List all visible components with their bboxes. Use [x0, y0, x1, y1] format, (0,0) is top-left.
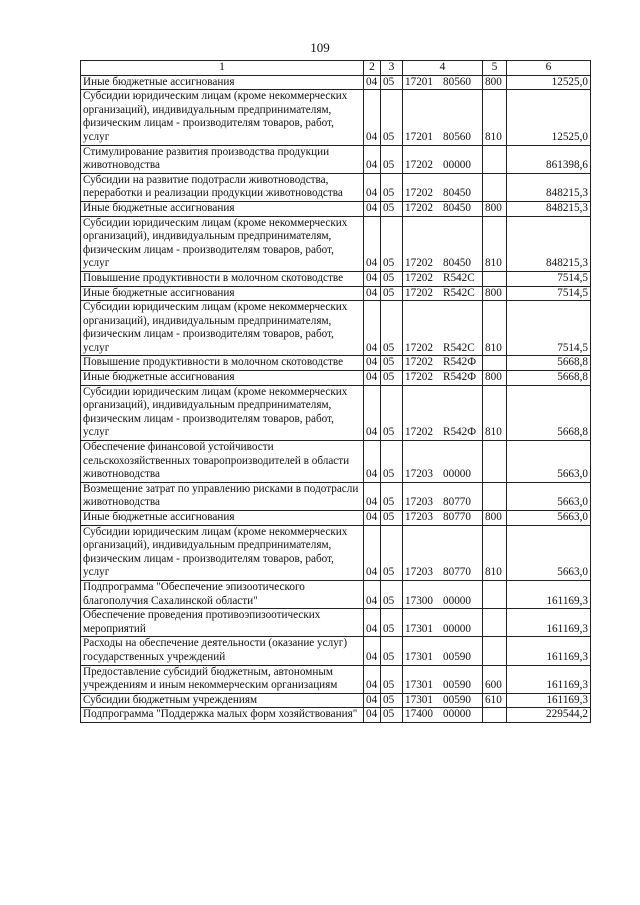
direction-code: 00590: [443, 693, 471, 706]
target-article-cell: [403, 216, 483, 271]
direction-code: 00000: [443, 159, 471, 172]
target-article-cell: [403, 371, 483, 386]
direction-code: 80560: [443, 75, 471, 88]
direction-code: 80770: [443, 566, 471, 579]
row-name-cell: Субсидии юридическим лицам (кроме некоммерческих организаций), индивидуальным предпринимателям, физическим лицам - производителям товаров, работ, услуг: [81, 301, 364, 356]
target-article-cell: [403, 708, 483, 723]
table-row: [81, 637, 591, 665]
direction-code: R542C: [443, 341, 475, 354]
subsection-code-cell: 05: [381, 371, 403, 386]
section-code-cell: 04: [364, 609, 381, 637]
row-name-cell: Иные бюджетные ассигнования: [81, 371, 364, 386]
table-row: [81, 216, 591, 271]
subsection-code-cell: 05: [381, 609, 403, 637]
expense-type-cell: 810: [483, 385, 507, 440]
program-code: 17301: [405, 693, 433, 706]
row-name-cell: Иные бюджетные ассигнования: [81, 75, 364, 90]
program-code: 17301: [405, 622, 433, 635]
program-code: 17202: [405, 271, 433, 284]
target-article-cell: [403, 145, 483, 173]
table-row: [81, 286, 591, 301]
amount-cell: 7514,5: [507, 271, 591, 286]
section-code-cell: 04: [364, 301, 381, 356]
section-code-cell: 04: [364, 708, 381, 723]
table-row: [81, 580, 591, 608]
section-code-cell: 04: [364, 216, 381, 271]
table-header-row: [81, 61, 591, 76]
expense-type-cell: 800: [483, 75, 507, 90]
table-row: [81, 145, 591, 173]
program-code: 17202: [405, 286, 433, 299]
table-row: [81, 665, 591, 693]
row-name-cell: Субсидии юридическим лицам (кроме некоммерческих организаций), индивидуальным предпринимателям, физическим лицам - производителям товаров, работ, услуг: [81, 216, 364, 271]
section-code-cell: 04: [364, 356, 381, 371]
subsection-code-cell: 05: [381, 693, 403, 708]
amount-cell: 5668,8: [507, 356, 591, 371]
section-code-cell: 04: [364, 665, 381, 693]
amount-cell: 5668,8: [507, 371, 591, 386]
row-name-cell: Повышение продуктивности в молочном скотоводстве: [81, 356, 364, 371]
target-article-cell: [403, 511, 483, 526]
section-code-cell: 04: [364, 482, 381, 510]
expense-type-cell: [483, 441, 507, 483]
table-row: [81, 482, 591, 510]
expense-type-cell: 800: [483, 201, 507, 216]
subsection-code-cell: 05: [381, 90, 403, 145]
subsection-code-cell: 05: [381, 145, 403, 173]
target-article-cell: [403, 693, 483, 708]
expense-type-cell: [483, 482, 507, 510]
expense-type-cell: 800: [483, 511, 507, 526]
program-code: 17301: [405, 650, 433, 663]
target-article-cell: [403, 609, 483, 637]
amount-cell: 848215,3: [507, 216, 591, 271]
expense-type-cell: [483, 356, 507, 371]
target-article-cell: [403, 201, 483, 216]
program-code: 17203: [405, 511, 433, 523]
table-row: [81, 90, 591, 145]
subsection-code-cell: 05: [381, 665, 403, 693]
expense-type-cell: 610: [483, 693, 507, 708]
expense-type-cell: 810: [483, 216, 507, 271]
table-row: [81, 201, 591, 216]
subsection-code-cell: 05: [381, 173, 403, 201]
amount-cell: 161169,3: [507, 693, 591, 708]
program-code: 17202: [405, 187, 433, 200]
header-col-6: 6: [507, 61, 591, 76]
target-article-cell: [403, 301, 483, 356]
table-row: [81, 173, 591, 201]
amount-cell: 12525,0: [507, 90, 591, 145]
program-code: 17203: [405, 496, 433, 509]
program-code: 17203: [405, 566, 433, 579]
table-row: [81, 693, 591, 708]
expense-type-cell: [483, 145, 507, 173]
program-code: 17202: [405, 356, 433, 369]
target-article-cell: [403, 525, 483, 580]
budget-table: [80, 60, 591, 723]
direction-code: 00000: [443, 622, 471, 635]
target-article-cell: [403, 356, 483, 371]
row-name-cell: Субсидии на развитие подотрасли животноводства, переработки и реализации продукции животноводства: [81, 173, 364, 201]
direction-code: 00000: [443, 594, 471, 607]
row-name-cell: Обеспечение финансовой устойчивости сельскохозяйственных товаропроизводителей в области животноводства: [81, 441, 364, 483]
direction-code: 00590: [443, 679, 471, 692]
amount-cell: 161169,3: [507, 580, 591, 608]
section-code-cell: 04: [364, 637, 381, 665]
amount-cell: 5663,0: [507, 511, 591, 526]
subsection-code-cell: 05: [381, 286, 403, 301]
target-article-cell: [403, 173, 483, 201]
subsection-code-cell: 05: [381, 201, 403, 216]
target-article-cell: [403, 580, 483, 608]
row-name-cell: Иные бюджетные ассигнования: [81, 286, 364, 301]
direction-code: 00000: [443, 468, 471, 481]
target-article-cell: [403, 482, 483, 510]
target-article-cell: [403, 665, 483, 693]
direction-code: R542C: [443, 286, 475, 299]
amount-cell: 5663,0: [507, 482, 591, 510]
subsection-code-cell: 05: [381, 511, 403, 526]
amount-cell: 161169,3: [507, 609, 591, 637]
expense-type-cell: 810: [483, 525, 507, 580]
section-code-cell: 04: [364, 145, 381, 173]
direction-code: 80770: [443, 511, 471, 523]
amount-cell: 7514,5: [507, 301, 591, 356]
header-col-3: 3: [381, 61, 403, 76]
table-row: [81, 356, 591, 371]
amount-cell: 861398,6: [507, 145, 591, 173]
subsection-code-cell: 05: [381, 301, 403, 356]
direction-code: 80560: [443, 130, 471, 143]
header-col-4: 4: [403, 61, 483, 76]
direction-code: 80450: [443, 201, 471, 214]
row-name-cell: Субсидии юридическим лицам (кроме некоммерческих организаций), индивидуальным предпринимателям, физическим лицам - производителям товаров, работ, услуг: [81, 90, 364, 145]
row-name-cell: Подпрограмма "Обеспечение эпизоотического благополучия Сахалинской области": [81, 580, 364, 608]
subsection-code-cell: 05: [381, 216, 403, 271]
row-name-cell: Предоставление субсидий бюджетным, автономным учреждениям и иным некоммерческим организациям: [81, 665, 364, 693]
row-name-cell: Обеспечение проведения противоэпизоотических мероприятий: [81, 609, 364, 637]
table-row: [81, 511, 591, 526]
direction-code: R542Ф: [443, 371, 477, 384]
program-code: 17202: [405, 426, 433, 439]
program-code: 17202: [405, 201, 433, 214]
subsection-code-cell: 05: [381, 75, 403, 90]
table-row: [81, 75, 591, 90]
subsection-code-cell: 05: [381, 441, 403, 483]
row-name-cell: Возмещение затрат по управлению рисками в подотрасли животноводства: [81, 482, 364, 510]
program-code: 17202: [405, 159, 433, 172]
subsection-code-cell: 05: [381, 708, 403, 723]
row-name-cell: Иные бюджетные ассигнования: [81, 511, 364, 526]
program-code: 17400: [405, 708, 433, 721]
amount-cell: 848215,3: [507, 173, 591, 201]
subsection-code-cell: 05: [381, 580, 403, 608]
target-article-cell: [403, 441, 483, 483]
expense-type-cell: [483, 637, 507, 665]
target-article-cell: [403, 75, 483, 90]
direction-code: R542C: [443, 271, 475, 284]
table-row: [81, 525, 591, 580]
row-name-cell: Субсидии бюджетным учреждениям: [81, 693, 364, 708]
direction-code: R542Ф: [443, 426, 477, 439]
program-code: 17202: [405, 371, 433, 384]
section-code-cell: 04: [364, 511, 381, 526]
program-code: 17201: [405, 75, 433, 88]
section-code-cell: 04: [364, 385, 381, 440]
amount-cell: 5663,0: [507, 441, 591, 483]
section-code-cell: 04: [364, 441, 381, 483]
table-row: [81, 271, 591, 286]
section-code-cell: 04: [364, 271, 381, 286]
expense-type-cell: 800: [483, 371, 507, 386]
direction-code: 80450: [443, 257, 471, 270]
row-name-cell: Субсидии юридическим лицам (кроме некоммерческих организаций), индивидуальным предпринимателям, физическим лицам - производителям товаров, работ, услуг: [81, 525, 364, 580]
expense-type-cell: [483, 173, 507, 201]
table-row: [81, 385, 591, 440]
table-row: [81, 301, 591, 356]
section-code-cell: 04: [364, 693, 381, 708]
direction-code: 80450: [443, 187, 471, 200]
subsection-code-cell: 05: [381, 271, 403, 286]
row-name-cell: Подпрограмма "Поддержка малых форм хозяйствования": [81, 708, 364, 723]
amount-cell: 848215,3: [507, 201, 591, 216]
section-code-cell: 04: [364, 90, 381, 145]
amount-cell: 12525,0: [507, 75, 591, 90]
section-code-cell: 04: [364, 201, 381, 216]
expense-type-cell: [483, 609, 507, 637]
row-name-cell: Субсидии юридическим лицам (кроме некоммерческих организаций), индивидуальным предпринимателям, физическим лицам - производителям товаров, работ, услуг: [81, 385, 364, 440]
target-article-cell: [403, 271, 483, 286]
amount-cell: 161169,3: [507, 665, 591, 693]
table-row: [81, 609, 591, 637]
expense-type-cell: 810: [483, 90, 507, 145]
table-body: [81, 75, 591, 722]
program-code: 17202: [405, 341, 433, 354]
row-name-cell: Стимулирование развития производства продукции животноводства: [81, 145, 364, 173]
amount-cell: 7514,5: [507, 286, 591, 301]
subsection-code-cell: 05: [381, 385, 403, 440]
program-code: 17300: [405, 594, 433, 607]
header-col-2: 2: [364, 61, 381, 76]
expense-type-cell: 810: [483, 301, 507, 356]
target-article-cell: [403, 385, 483, 440]
row-name-cell: Повышение продуктивности в молочном скотоводстве: [81, 271, 364, 286]
expense-type-cell: [483, 271, 507, 286]
expense-type-cell: 800: [483, 286, 507, 301]
amount-cell: 161169,3: [507, 637, 591, 665]
amount-cell: 5663,0: [507, 525, 591, 580]
expense-type-cell: [483, 708, 507, 723]
amount-cell: 5668,8: [507, 385, 591, 440]
header-col-5: 5: [483, 61, 507, 76]
subsection-code-cell: 05: [381, 356, 403, 371]
section-code-cell: 04: [364, 75, 381, 90]
program-code: 17203: [405, 468, 433, 481]
program-code: 17201: [405, 130, 433, 143]
section-code-cell: 04: [364, 580, 381, 608]
table-row: [81, 441, 591, 483]
amount-cell: 229544,2: [507, 708, 591, 723]
program-code: 17202: [405, 257, 433, 270]
section-code-cell: 04: [364, 173, 381, 201]
section-code-cell: 04: [364, 286, 381, 301]
section-code-cell: 04: [364, 525, 381, 580]
direction-code: 00590: [443, 650, 471, 663]
subsection-code-cell: 05: [381, 482, 403, 510]
direction-code: R542Ф: [443, 356, 477, 369]
target-article-cell: [403, 637, 483, 665]
table-row: [81, 708, 591, 723]
target-article-cell: [403, 286, 483, 301]
direction-code: 00000: [443, 708, 471, 721]
expense-type-cell: [483, 580, 507, 608]
header-col-1: 1: [81, 61, 364, 76]
section-code-cell: 04: [364, 371, 381, 386]
expense-type-cell: 600: [483, 665, 507, 693]
target-article-cell: [403, 90, 483, 145]
page-number: 109: [310, 40, 330, 55]
direction-code: 80770: [443, 496, 471, 509]
row-name-cell: Иные бюджетные ассигнования: [81, 201, 364, 216]
row-name-cell: Расходы на обеспечение деятельности (оказание услуг) государственных учреждений: [81, 637, 364, 665]
table-row: [81, 371, 591, 386]
subsection-code-cell: 05: [381, 637, 403, 665]
subsection-code-cell: 05: [381, 525, 403, 580]
program-code: 17301: [405, 679, 433, 692]
